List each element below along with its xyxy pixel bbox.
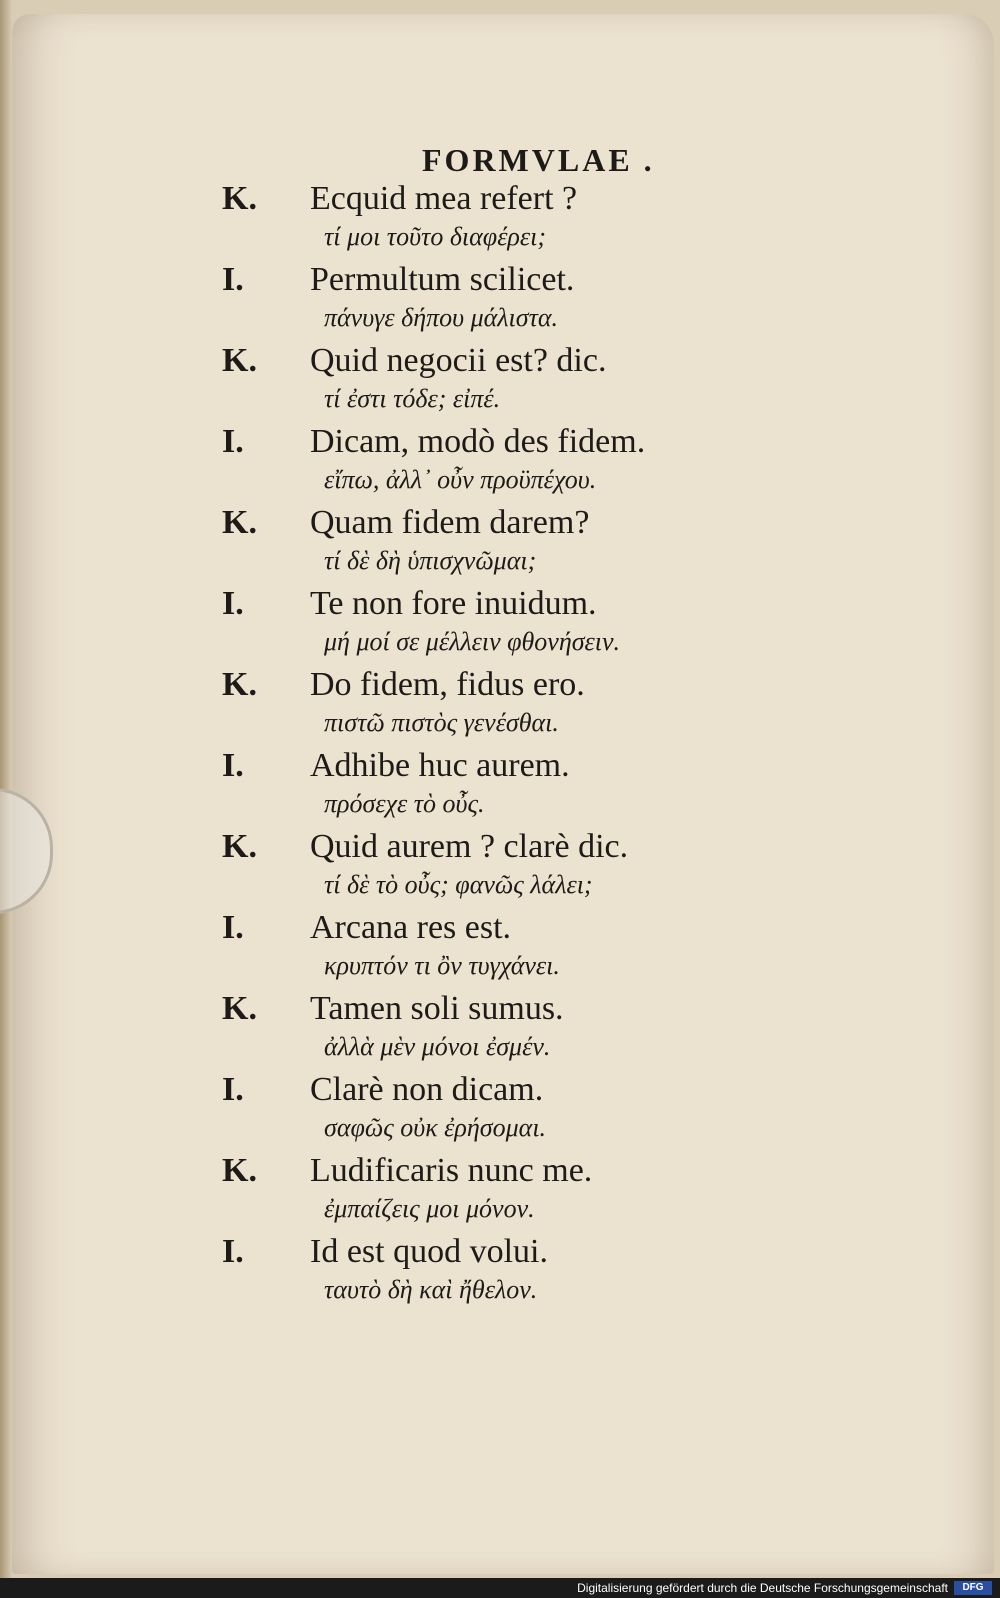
latin-line: Dicam, modò des fidem. [310,423,646,460]
greek-line: ἐμπαίζεις μοι μόνον. [324,1194,535,1223]
latin-line: Te non fore inuidum. [310,585,597,622]
speaker-label: I. [222,585,244,622]
greek-line: κρυπτόν τι ὂν τυγχάνει. [324,951,560,980]
latin-line: Ludificaris nunc me. [310,1152,593,1189]
speaker-label: I. [222,1233,244,1270]
greek-line: σαφῶς οὐκ ἐρήσομαι. [324,1113,547,1142]
speaker-label: K. [222,342,257,379]
latin-line: Tamen soli sumus. [310,990,564,1027]
dialogue-entry [222,1067,742,1148]
speaker-label: I. [222,909,244,946]
dialogue-entry [222,662,742,743]
speaker-label: K. [222,180,257,217]
greek-line: πιστῶ πιστὸς γενέσθαι. [324,708,559,737]
dialogue-entry [222,419,742,500]
speaker-label: K. [222,1152,257,1189]
greek-line: εἴπω, ἀλλ᾽ οὖν προϋπέχου. [324,465,597,494]
book-page [12,14,994,1574]
dialogue-entry [222,581,742,662]
greek-line: ταυτὸ δὴ καὶ ἤθελον. [324,1275,538,1304]
latin-line: Quam fidem darem? [310,504,590,541]
dialogue-entry [222,905,742,986]
footer-bar [0,1578,1000,1598]
footer-credit: Digitalisierung gefördert durch die Deutsche Forschungsgemeinschaft [577,1581,948,1595]
latin-line: Adhibe huc aurem. [310,747,570,784]
dialogue-entry [222,986,742,1067]
latin-line: Clarè non dicam. [310,1071,544,1108]
speaker-label: K. [222,666,257,703]
running-head: FORMVLAE . [422,142,655,178]
speaker-label: K. [222,828,257,865]
greek-line: ἀλλὰ μὲν μόνοι ἐσμέν. [324,1032,551,1061]
dialogue-entry [222,824,742,905]
greek-line: μή μοί σε μέλλειν φθονήσειν. [324,627,621,656]
latin-line: Id est quod volui. [310,1233,548,1270]
speaker-label: I. [222,1071,244,1108]
greek-line: τί δὲ τὸ οὖς; φανῶς λάλει; [324,870,593,899]
greek-line: τί δὲ δὴ ὑπισχνῶμαι; [324,546,537,575]
latin-line: Do fidem, fidus ero. [310,666,585,703]
dialogue-entry [222,1148,742,1229]
speaker-label: I. [222,261,244,298]
dialogue-entry [222,257,742,338]
dialogue-block [222,176,742,1310]
speaker-label: I. [222,747,244,784]
latin-line: Ecquid mea refert ? [310,180,578,217]
dialogue-entry [222,338,742,419]
greek-line: πάνυγε δήπου μάλιστα. [324,303,559,332]
dialogue-entry [222,176,742,257]
speaker-label: I. [222,423,244,460]
greek-line: τί μοι τοῦτο διαφέρει; [324,222,547,251]
speaker-label: K. [222,504,257,541]
dialogue-entry [222,743,742,824]
dfg-logo-icon: DFG [954,1581,992,1595]
latin-line: Quid negocii est? dic. [310,342,607,379]
greek-line: τί ἐστι τόδε; εἰπέ. [324,384,501,413]
latin-line: Quid aurem ? clarè dic. [310,828,629,865]
dialogue-entry [222,1229,742,1310]
dialogue-entry [222,500,742,581]
speaker-label: K. [222,990,257,1027]
latin-line: Permultum scilicet. [310,261,575,298]
latin-line: Arcana res est. [310,909,512,946]
greek-line: πρόσεχε τὸ οὖς. [324,789,485,818]
